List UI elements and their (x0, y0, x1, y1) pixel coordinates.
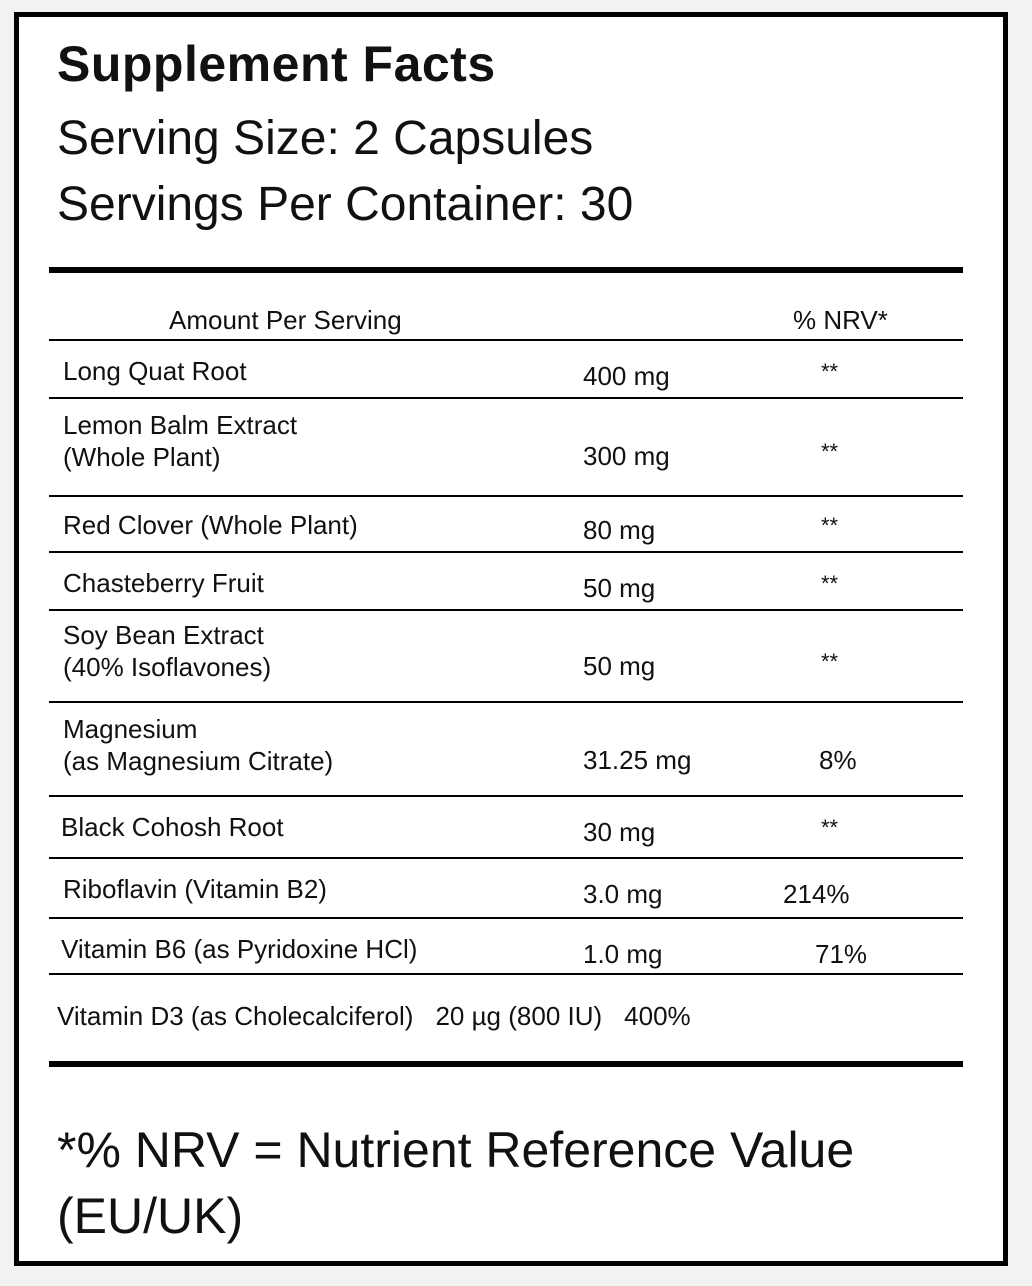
ingredient-nrv: 214% (783, 879, 850, 909)
table-row (49, 341, 963, 397)
table-row (49, 553, 963, 609)
ingredient-name: Vitamin B6 (as Pyridoxine HCl) (61, 934, 418, 964)
ingredient-amount: 3.0 mg (583, 879, 663, 909)
ingredient-amount: 31.25 mg (583, 745, 692, 775)
ingredient-name: Black Cohosh Root (61, 812, 284, 842)
ingredient-name: Riboflavin (Vitamin B2) (63, 874, 327, 904)
thick-divider-top (49, 267, 963, 273)
ingredient-nrv: 8% (819, 745, 857, 775)
ingredient-nrv: ** (821, 815, 839, 840)
table-row (49, 919, 963, 973)
ingredient-nrv: ** (821, 649, 839, 674)
nrv-footnote: *% NRV = Nutrient Reference Value (EU/UK) (57, 1122, 855, 1244)
ingredient-name: Red Clover (Whole Plant) (63, 510, 358, 540)
ingredient-nrv: ** (821, 513, 839, 538)
serving-size: Serving Size: 2 Capsules (57, 112, 594, 165)
supplement-facts-panel (14, 12, 1008, 1266)
ingredient-amount: 400 mg (583, 361, 670, 391)
ingredient-name: Vitamin D3 (as Cholecalciferol) (57, 1001, 414, 1031)
ingredient-nrv: ** (821, 439, 839, 464)
ingredient-name (63, 713, 333, 777)
ingredient-amount: 20 µg (800 IU) (435, 1001, 603, 1031)
ingredient-nrv: 400% (624, 1001, 691, 1031)
ingredient-amount: 80 mg (583, 515, 656, 545)
ingredient-amount: 30 mg (583, 817, 656, 847)
nrv-header: % NRV* (793, 305, 888, 335)
table-row (49, 797, 963, 857)
amount-per-serving-header: Amount Per Serving (169, 305, 402, 335)
ingredient-nrv: ** (821, 571, 839, 596)
ingredient-name-line2: (Whole Plant) (63, 442, 221, 472)
table-row (49, 399, 963, 495)
ingredient-nrv: 71% (815, 939, 868, 969)
table-row (49, 703, 963, 795)
ingredient-name (63, 409, 297, 473)
ingredient-name-line1: Magnesium (63, 714, 198, 744)
ingredient-amount: 50 mg (583, 651, 656, 681)
ingredient-nrv: ** (821, 359, 839, 384)
ingredient-name-line1: Lemon Balm Extract (63, 410, 298, 440)
table-row (49, 497, 963, 551)
ingredient-name-line1: Soy Bean Extract (63, 620, 264, 650)
thick-divider-bottom (49, 1061, 963, 1067)
row-divider (49, 973, 963, 975)
ingredient-amount: 50 mg (583, 573, 656, 603)
ingredient-amount: 300 mg (583, 441, 670, 471)
table-row-vitamin-d3 (57, 1001, 713, 1032)
ingredient-name-line2: (40% Isoflavones) (63, 652, 272, 682)
ingredient-name: Long Quat Root (63, 356, 247, 386)
ingredient-name-line2: (as Magnesium Citrate) (63, 746, 334, 776)
table-row (49, 859, 963, 917)
table-row (49, 611, 963, 701)
servings-per-container: Servings Per Container: 30 (57, 178, 634, 231)
ingredient-name: Chasteberry Fruit (63, 568, 264, 598)
ingredient-name (63, 619, 271, 683)
ingredient-amount: 1.0 mg (583, 939, 663, 969)
panel-title: Supplement Facts (57, 36, 496, 92)
